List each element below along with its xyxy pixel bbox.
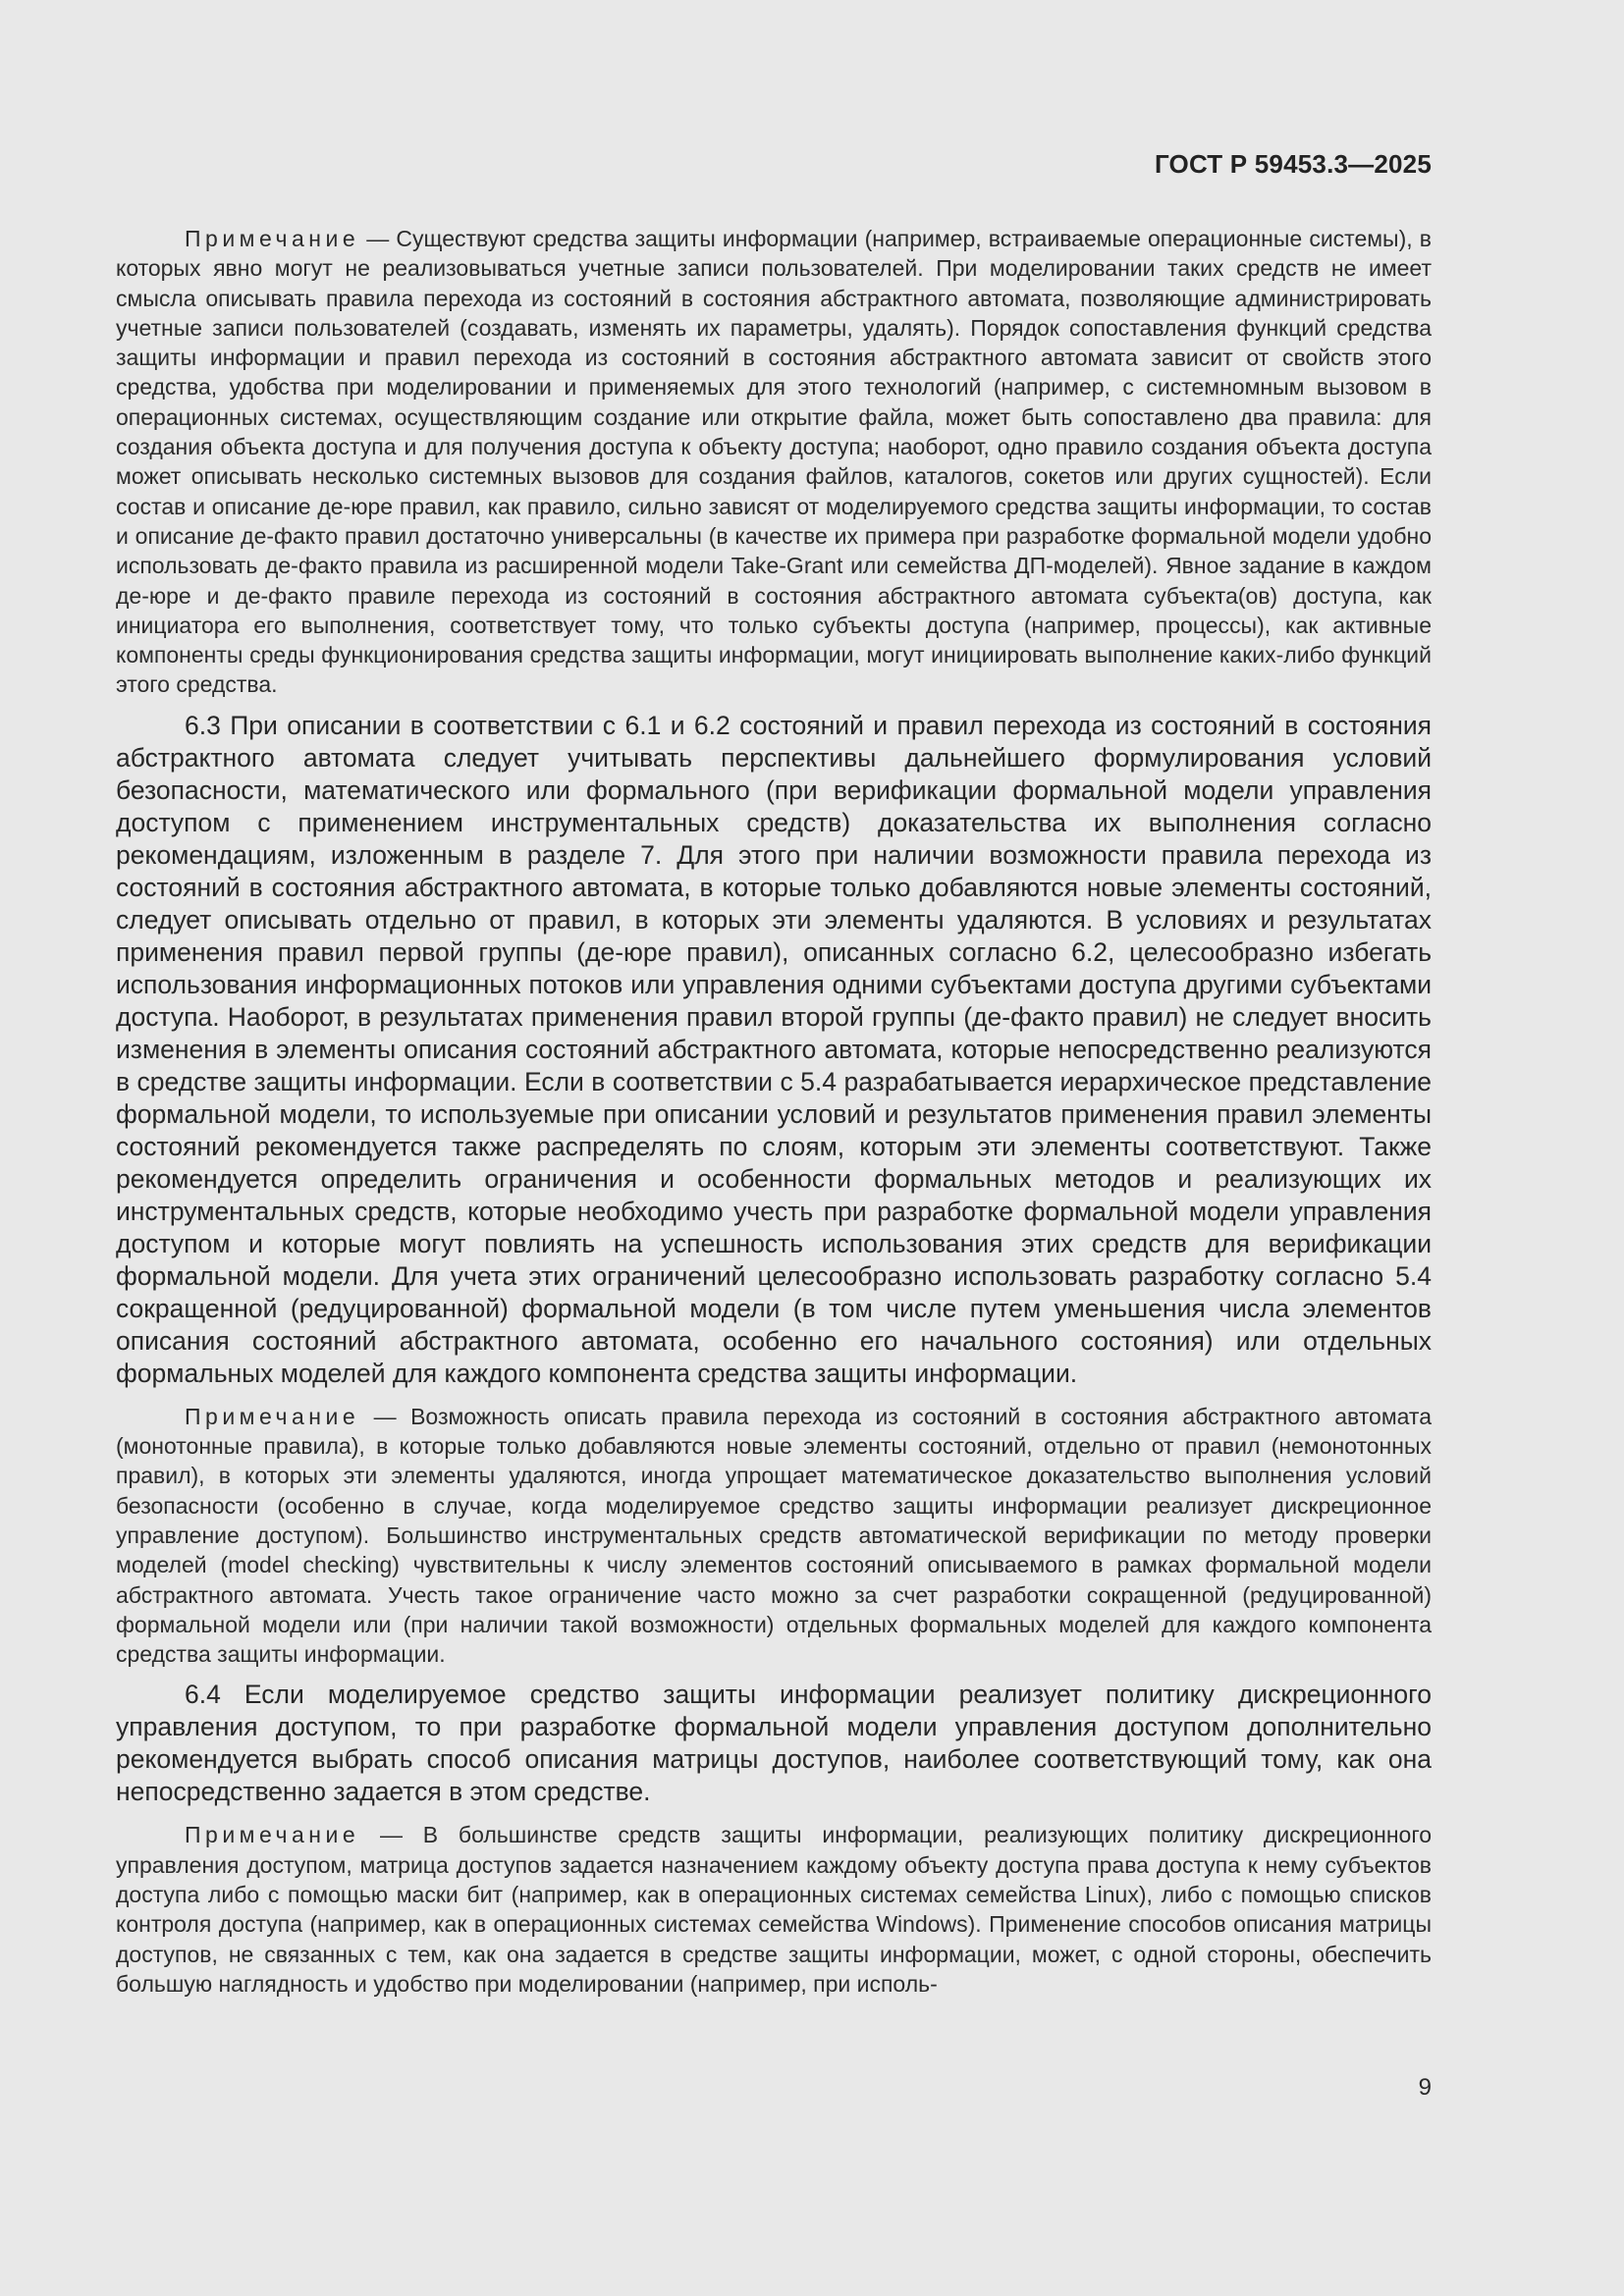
note-label: Примечание [185,1822,360,1848]
note-label: Примечание [185,226,360,251]
note-text: — В большинстве средств защиты информации, реализующих политику дискреционного управления доступом, матрица доступов задается назначением каждому объекту доступа права доступа к нему субъектов доступа либо с помощью маски бит (например, как в операционных системах семейства Linux), либо с помощью списков контроля доступа (например, как в операционных системах семейства Windows). Применение способов описания матрицы доступов, не связанных с тем, как она задается в средстве защиты информации, может, с одной стороны, обеспечить большую наглядность и удобство при моделировании (например, при исполь- [116,1822,1432,1997]
clause-6-3: 6.3 При описании в соответствии с 6.1 и 6.2 состояний и правил перехода из состояний в состояния абстрактного автомата следует учитывать перспективы дальнейшего формулирования условий безопасности, математического или формального (при верификации формальной модели управления доступом с применением инструментальных средств) доказательства их выполнения согласно рекомендациям, изложенным в разделе 7. Для этого при наличии возможности правила перехода из состояний в состояния абстрактного автомата, в которые только добавляются новые элементы состояний, следует описывать отдельно от правил, в которых эти элементы удаляются. В условиях и результатах применения правил первой группы (де-юре правил), описанных согласно 6.2, целесообразно избегать использования информационных потоков или управления одними субъектами доступа другими субъектами доступа. Наоборот, в результатах применения правил второй группы (де-факто правил) не следует вносить изменения в элементы описания состояний абстрактного автомата, которые непосредственно реализуются в средстве защиты информации. Если в соответствии с 5.4 разрабатывается иерархическое представление формальной модели, то используемые при описании условий и результатов применения правил элементы состояний рекомендуется также распределять по слоям, которым эти элементы соответствуют. Также рекомендуется определить ограничения и особенности формальных методов и реализующих их инструментальных средств, которые необходимо учесть при разработке формальной модели управления доступом и которые могут повлиять на успешность использования этих средств для верификации формальной модели. Для учета этих ограничений целесообразно использовать разработку согласно 5.4 сокращенной (редуцированной) формальной модели (в том числе путем уменьшения числа элементов описания состояний абстрактного автомата, особенно его начального состояния) или отдельных формальных моделей для каждого компонента средства защиты информации. [116,710,1432,1388]
note-paragraph [116,224,1432,700]
document-header: ГОСТ Р 59453.3—2025 [1154,149,1432,179]
page-number: 9 [1418,2074,1432,2101]
note-paragraph [116,1402,1432,1670]
note-label: Примечание [185,1403,360,1429]
clause-6-4: 6.4 Если моделируемое средство защиты информации реализует политику дискреционного управления доступом, то при разработке формальной модели управления доступом дополнительно рекомендуется выбрать способ описания матрицы доступов, наиболее соответствующий тому, как она непосредственно задается в этом средстве. [116,1680,1432,1807]
note-text: — Возможность описать правила перехода из состояний в состояния абстрактного автомата (монотонные правила), в которые только добавляются новые элементы состояний, отдельно от правил (немонотонных правил), в которых эти элементы удаляются, иногда упрощает математическое доказательство выполнения условий безопасности (особенно в случае, когда моделируемое средство защиты информации реализует дискреционное управление доступом). Большинство инструментальных средств автоматической верификации по методу проверки моделей (model checking) чувствительны к числу элементов состояний описываемого в рамках формальной модели абстрактного автомата. Учесть такое ограничение часто можно за счет разработки сокращенной (редуцированной) формальной модели или (при наличии такой возможности) отдельных формальных моделей для каждого компонента средства защиты информации. [116,1403,1432,1668]
note-paragraph [116,1820,1432,1999]
page-body [116,224,1432,2008]
note-text: — Существуют средства защиты информации (например, встраиваемые операционные системы), в которых явно могут не реализовываться учетные записи пользователей. При моделировании таких средств не имеет смысла описывать правила перехода из состояний в состояния абстрактного автомата, позволяющие администрировать учетные записи пользователей (создавать, изменять их параметры, удалять). Порядок сопоставления функций средства защиты информации и правил перехода из состояний в состояния абстрактного автомата зависит от свойств этого средства, удобства при моделировании и применяемых для этого технологий (например, с системномным вызовом в операционных системах, осуществляющим создание или открытие файла, может быть сопоставлено два правила: для создания объекта доступа и для получения доступа к объекту доступа; наоборот, одно правило создания объекта доступа может описывать несколько системных вызовов для создания файлов, каталогов, сокетов или других сущностей). Если состав и описание де-юре правил, как правило, сильно зависят от моделируемого средства защиты информации, то состав и описание де-факто правил достаточно универсальны (в качестве их примера при разработке формальной модели удобно использовать де-факто правила из расширенной модели Take-Grant или семейства ДП-моделей). Явное задание в каждом де-юре и де-факто правиле перехода из состояний в состояния абстрактного автомата субъекта(ов) доступа, как инициатора его выполнения, соответствует тому, что только субъекты доступа (например, процессы), как активные компоненты среды функционирования средства защиты информации, могут инициировать выполнение каких-либо функций этого средства. [116,226,1432,698]
